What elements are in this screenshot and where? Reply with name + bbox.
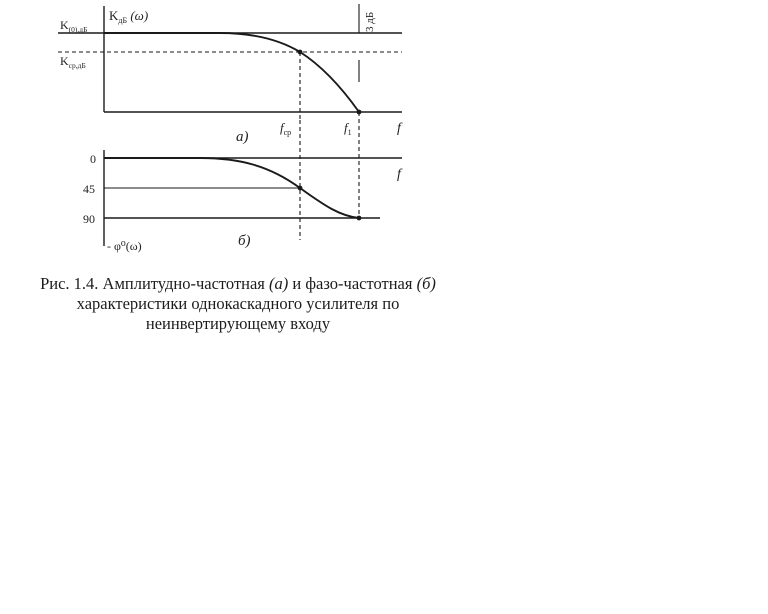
amplitude-f-label: f bbox=[397, 121, 401, 136]
phase-tick-0: 0 bbox=[90, 152, 96, 166]
k0-label: $K_{(0),дБ}$ bbox=[60, 18, 88, 34]
f1-point-bottom bbox=[357, 216, 362, 221]
figure-caption bbox=[10, 274, 466, 334]
panel-label-a: а) bbox=[236, 129, 249, 145]
phase-tick-90: 90 bbox=[83, 212, 95, 226]
fcp-point-bottom bbox=[298, 186, 303, 191]
amplitude-curve bbox=[104, 33, 359, 112]
f1-label: $f_1$ bbox=[344, 120, 352, 137]
phase-y-label: - φ⁰(ω) bbox=[107, 239, 142, 253]
phase-tick-45: 45 bbox=[83, 182, 95, 196]
fcp-label: $f_{ср}$ bbox=[280, 120, 292, 137]
kcp-label: $K_{ср,дБ}$ bbox=[60, 54, 86, 70]
caption-part5: характеристики однокаскадного усилителя по неинвертирующему входу bbox=[76, 294, 400, 333]
caption-part3: и фазо-частотная bbox=[288, 274, 417, 293]
panel-label-b: б) bbox=[238, 233, 251, 249]
db3-label: 3 дБ bbox=[364, 11, 376, 32]
caption-part2: (а) bbox=[269, 274, 289, 293]
amplitude-y-label: $K_{дБ}$ (ω) bbox=[109, 8, 149, 25]
phase-f-label: f bbox=[397, 167, 401, 182]
caption-part1: Рис. 1.4. Амплитудно-частотная bbox=[40, 274, 270, 293]
caption-part4: (б) bbox=[416, 274, 436, 293]
fcp-point-top bbox=[298, 50, 303, 55]
amplitude-panel bbox=[58, 4, 403, 145]
